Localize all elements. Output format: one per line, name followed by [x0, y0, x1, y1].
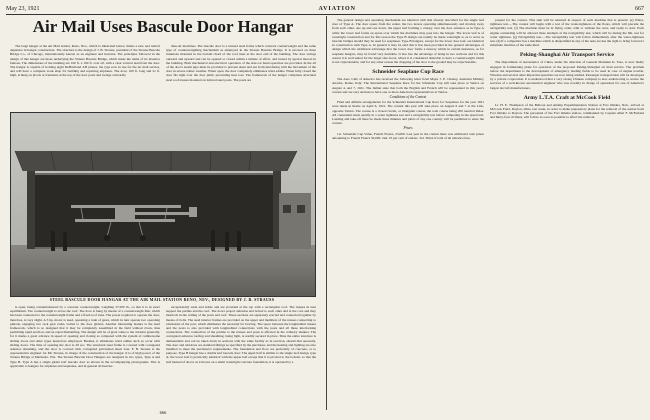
left-page-number: 666: [159, 410, 167, 415]
prizes-text: 1st. Schneider Cup Value, French Francs, 25,000. Last year in the contest there was additional cash prizes amounting to French Francs 50,000. 2nd. 25 per cent of entries. 3rd. Third of total of all entrance fees.: [332, 131, 484, 140]
schneider-intro-text: The Aero Club of America has received the following letter from Major J. E. Chaney, Assistant Military Attache, Rome, Italy: The International Seaplane Race for the Schneider Cup will take place at Venice on August 4, and 7, 1921. The Italian state that both the English and French will be represented in this year's contest and are very anxious to have one or more American representatives at Venice.: [332, 77, 484, 94]
header-rule: [6, 14, 644, 15]
left-col2-upper-text: than-air machines. The bascule door is a trussed steel frame which converts counterweight and the same type of counterweighting mechanism as employed in the Strauss Bascule Bridge. It is pivoted on three trunnions mounted in the bottom chord of the roof truss at the door end of the building. The door swings outward and upward and can be opened or closed within a minute of effort, and turned by special motors in the building. Both mechanical and electrical operation of the side-car hand operation are provided. In the all of the door's steam pipe must be provided to prevent sheet and sea from interfering with the movement of the door in severe winter weather. When open, the door completely eliminates wind eddies. When fully closed the door fits tight over the door jamb, preventing heat loss. The framework of the hangar comprises structural steel roof trusses mounted on latticed steel posts. The posts are: [166, 44, 316, 82]
header-page-number: 667: [634, 6, 644, 12]
right-col1: [332, 18, 484, 412]
conditions-subheading: Conditions of the Contest: [389, 95, 427, 100]
hangar-photo: [10, 112, 316, 297]
prizes-subheading: Prizes: [403, 126, 413, 131]
section-divider: [383, 66, 433, 67]
left-col1-lower: [10, 305, 160, 409]
left-col2-lower-text: exceptionally wide and stable and are provided at the top with a rectangular roof. The trusses in turn support the purlins and the roof. The doors project sidewise and bolted to each other and at the core and they interlock in the ceiling of the posts and roof. These sections are separately erected and connected together by means of bolts. The steel interior frames are provided on the upper and members of the trusses connecting to extensions of the post, which eliminates the necessity for bracing. The space between the longitudinal trusses and the posts is also provided with longitudinal connections with the posts and all these interlocking connections. The connection of the purlins to the trusses and posts is effected in the ordinary manner. The corrugated asbestos roofing and sheathing, being light, is readily secured in place. Thus the entire structure is demountable and can be taken down in sections with the same facility as in erection, should that necessity. The door and windows are standard fittings as specified by the purchaser, and the heating and lighting are also installed to meet the purchaser's requirements. The foundation and floor are preferably of concrete, or to purpose. Type B hangar has a double leaf bascule door. The upper half is similar to the single leaf design, type A; the lower leaf is practically identical with the upper leaf except that it is pivoted to the bottom, so that the leaf instead of above as it moves on a small watertight concrete foundation, it is operated by a: [166, 305, 316, 364]
left-col1-upper-text: The large hangar at the Air Mail station, Reno, Nev., which is illustrated below, marks a new and radical departure in hangar construction. The structure is the design of J. B. Strauss, president of the Strauss Bascule Bridge Co., of Chicago, internationally known as an engineer and inventor. The principles followed in the design of this hangar are those underlying the Strauss Bascule Bridge, which made the name of its inventor famous. The dimensions of the building are 100 ft. x 100 ft. over all, with a clear vertical lead from the door. The hangar is capable of holding eight DeHaviland 4-B planes, the type now in use for the air mail service, and will have a complete work shop for building and repairing airplanes. The door, 100 ft. long and 21 ft. high, is hung on pivots or trunnions at the top of the door posts and swings outwardly: [10, 44, 160, 78]
peking-shanghai-text: The Department of Aeronautics of China, under the direction of General Manshen K. Tsao, is now busily engaged in formulating plans for operation of the proposed Peking-Shanghai air mail service. The problem before the department is the development of emergency landing fields to be used in case of engine trouble. Wireless and several other important questions are now being studied. Passenger transportation will be developed by a private corporation. It is understood that a very strong Chinese company is now endeavoring to secure the services of a well-known aeronautical engineer who was recently in charge of operations for one of America's largest aircraft manufacturers.: [490, 60, 644, 90]
hangar-photo-illustration: [11, 113, 315, 296]
photo-caption: STEEL BASCULE DOOR HANGAR AT THE AIR MAIL STATION RENO, NEV., DESIGNED BY J. B. STRAUSS: [49, 297, 275, 302]
running-header: [6, 4, 644, 14]
peking-shanghai-heading: Peking-Shanghai Air Transport Service: [519, 52, 614, 59]
bascule-continued-text: The general design and operating mechanism are identical with that already described for the single leaf door of Type A. The door opens from the center, the two leaves operating simultaneously and moving away from each other, one up and one down, the upper leaf forming a canopy over the door entrance as in Type A while the lower leaf forms an apron over which the machines may pass into the hangar. The lower leaf is of watertight construction and for this reason the Type B design can readily be made watertight so as to serve as bascule bridges should they be used for seaplanes. Type B hangars, except for the lower door leaf, are identical in construction with Type A. In general it may be said that it has been provided in the general advantages of design which the additional advantage that the lower door forms a runway which in certain instances, as for seaplane hangars, may be found very desirable. It also has the advantage of being in two sections and for this reason it is well suited for the larger size doors, where it is considered desirable to have a counterweight which is not objectionable, and for any other reason the dropping of the door to the ground may be objectionable.: [332, 18, 484, 65]
contest-rules-text: present for the contest. This sum will be returned in respect of each machine that is present. (e) Water-tightness test.—The contest will begin with a test of the water-tightness of the floats, which will precede the navigability test. (f) The machine must be in flying order, with or without the crew, and ready to start. Each engine contending will be allowed three attempts at the navigability test, which will be during the 6th, test for water tightness. (g) Navigability test.—The navigability test will follow immediately after the water-tightness test. (h) If a competitor has a machine which is disqualified in any of the tests, he has the right to bring forward a substitute machine of the same kind.: [490, 18, 644, 48]
page-gutter: [326, 16, 327, 410]
section-divider-3: [542, 92, 592, 93]
section-divider-2: [542, 49, 592, 50]
article-title: Air Mail Uses Bascule Door Hangar: [32, 17, 294, 36]
right-col2: [490, 18, 644, 412]
left-col1-lower-text: is open, being counterbalanced by a concrete counterweight, weighing 37,500 lb., so that it is in exact equilibrium. The counterweight is above the roof. The door is hung by means of a counterweight link, which has been connected to the counterweight frame and a fixed roof truss. The power required to operate the door, therefore, is very slight. A 5 hp. motor is used, operating a train of gears, which in turn operate two operating pinions, engaging two rack gear racks, bolted to the door girders. Another interesting feature is the steel framework, which is so designed that it may be completely assembled in the field without rivets, thus permitting rapid erection, and an equal dismantling. The design will be of great value to the aviation generally, for it marks a great advance in speed of opening and closing as compared with the system of cumbersome sliding doors and other types heretofore employed. Besides, it eliminates wind eddies such as occur with sliding doors. The time of opening the door is 26 sec. The structural steel frame is covered with corrugated asbestos sheathing, and the door is covered with corrugated galvanized sheet iron. F. B. Strauss is the representative engineer for Mr. Strauss, in charge of the construction of the hangar. It is of high power of the Strauss Bridge at Marinette, Wis. The Strauss Bascule Door Hangars are designed in two types, Type A and Type B. Type A has a single girder leaf bascule door as shown in the accompanying photographs. This is applicable to hangars for airplanes and seaplanes, and in general all heavier-: [10, 305, 160, 368]
schneider-heading: Schneider Seaplane Cup Race: [372, 69, 444, 76]
left-col1-upper: [10, 44, 160, 110]
conditions-text: Final and definite arrangements for the Schneider International Cup Race for Seaplanes for the year 1921 were made in Rome on April 6, 1921. The contest this year will take place on August 6 and 7 at the Lido, opposite Venice. The course is a closed circuit, or triangular course, the total course being 200 nautical miles. All contestants must qualify in a water tightness test and a navigability test before competing in the speed test. Landing and take-off must be made three minutes and pilots of any one country will be permitted to enter the contest.: [332, 100, 484, 126]
header-date: May 23, 1921: [6, 6, 40, 12]
left-col2-upper: [166, 44, 316, 110]
army-lta-heading: Army L.T.A. Craft at McCook Field: [523, 94, 611, 101]
army-lta-text: Lt. H. E. Thompson of the Balloon and Airship Experimentation Station at Fort Omaha, Neb., arrived at McCook Field, Dayton, Ohio, last week, in order to make preparatory plans for the removal of the station from Fort Omaha to Dayton. The personnel of the Fort Omaha station, commanded by Captain Allen F. McFarland and thirty-four civilians, will follow as soon as possible to effect the removal.: [490, 102, 644, 120]
header-magazine-title: AVIATION: [318, 6, 356, 12]
left-col2-lower: [166, 305, 316, 409]
